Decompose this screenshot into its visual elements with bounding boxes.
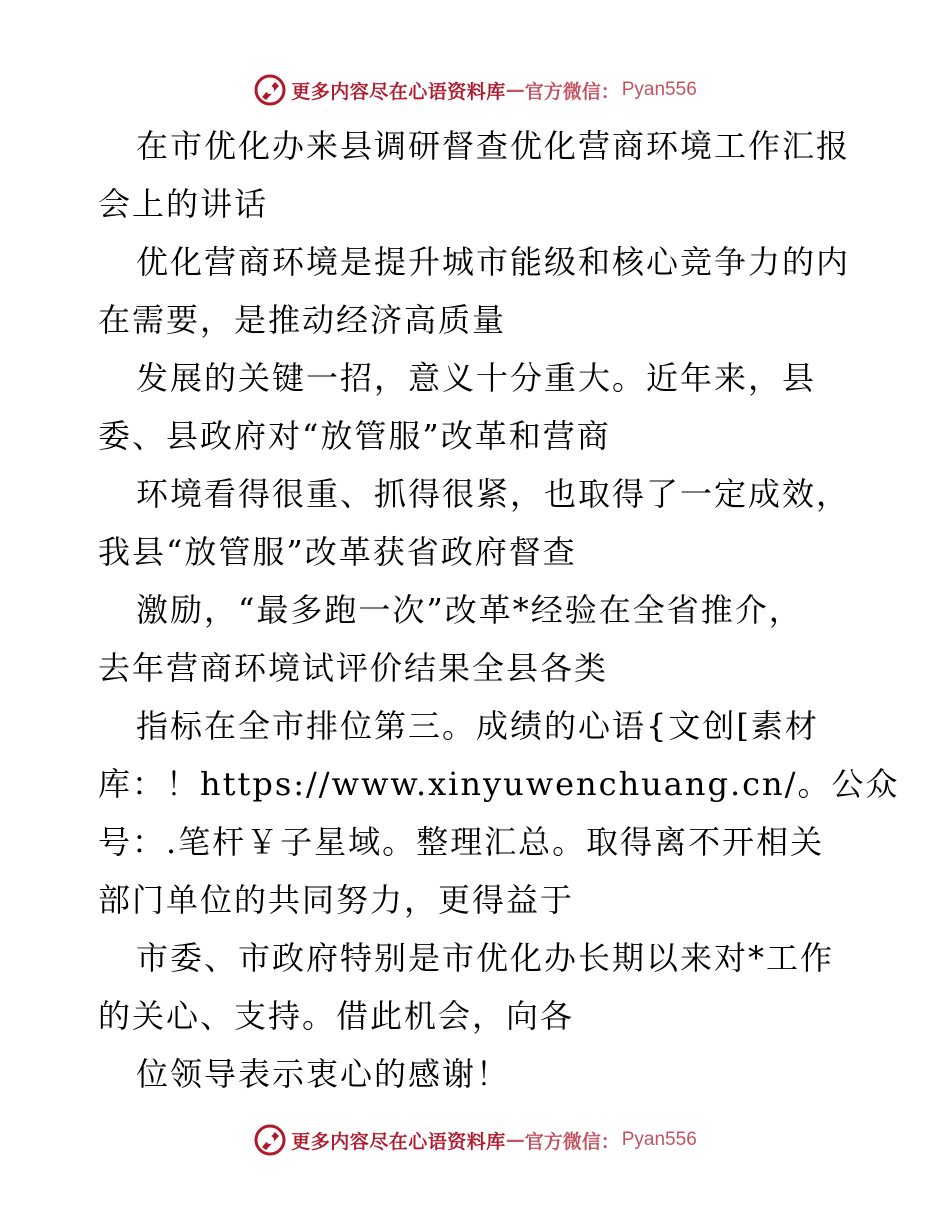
doc-line: 的关心、支持。借此机会，向各 (98, 997, 575, 1035)
doc-line: 号：.笔杆￥子星域。整理汇总。取得离不开相关 (98, 823, 825, 861)
doc-line: 去年营商环境试评价结果全县各类 (98, 649, 609, 687)
banner-title: 更多内容尽在心语资料库 (291, 80, 506, 103)
doc-line: 优化营商环境是提升城市能级和核心竞争力的内 (136, 243, 851, 281)
doc-line: 环境看得很重、抓得很紧，也取得了一定成效， (136, 475, 851, 513)
doc-line: 位领导表示衷心的感谢！ (136, 1055, 511, 1093)
document-body (98, 117, 900, 1103)
doc-line: 在需要，是推动经济高质量 (98, 301, 507, 339)
banner-separator: — (505, 1129, 525, 1151)
header-banner (0, 70, 950, 110)
banner-wechat-account: Pyan556 (621, 79, 697, 100)
banner-wechat-label: 官方微信： (524, 1130, 620, 1153)
banner-separator: — (505, 79, 525, 101)
doc-title-line-2: 会上的讲话 (98, 185, 269, 223)
banner-wechat-label: 官方微信： (524, 80, 620, 103)
doc-title-line-1: 在市优化办来县调研督查优化营商环境工作汇报 (136, 127, 851, 165)
doc-line: 部门单位的共同努力，更得益于 (98, 881, 575, 919)
doc-line: 库：！https://www.xinyuwenchuang.cn/。公众 (98, 765, 900, 803)
banner-wechat-account: Pyan556 (621, 1129, 697, 1150)
doc-line: 市委、市政府特别是市优化办长期以来对*工作 (136, 939, 835, 977)
doc-line: 指标在全市排位第三。成绩的心语{文创[素材 (136, 707, 819, 745)
red-circle-pen-logo-icon (253, 1123, 287, 1157)
footer-banner (0, 1120, 950, 1160)
doc-line: 激励，“最多跑一次”改革*经验在全省推介， (136, 591, 803, 629)
doc-line: 委、县政府对“放管服”改革和营商 (98, 417, 611, 455)
banner-title: 更多内容尽在心语资料库 (291, 1130, 506, 1153)
red-circle-pen-logo-icon (253, 73, 287, 107)
doc-line: 发展的关键一招，意义十分重大。近年来，县 (136, 359, 817, 397)
doc-line: 我县“放管服”改革获省政府督查 (98, 533, 577, 571)
